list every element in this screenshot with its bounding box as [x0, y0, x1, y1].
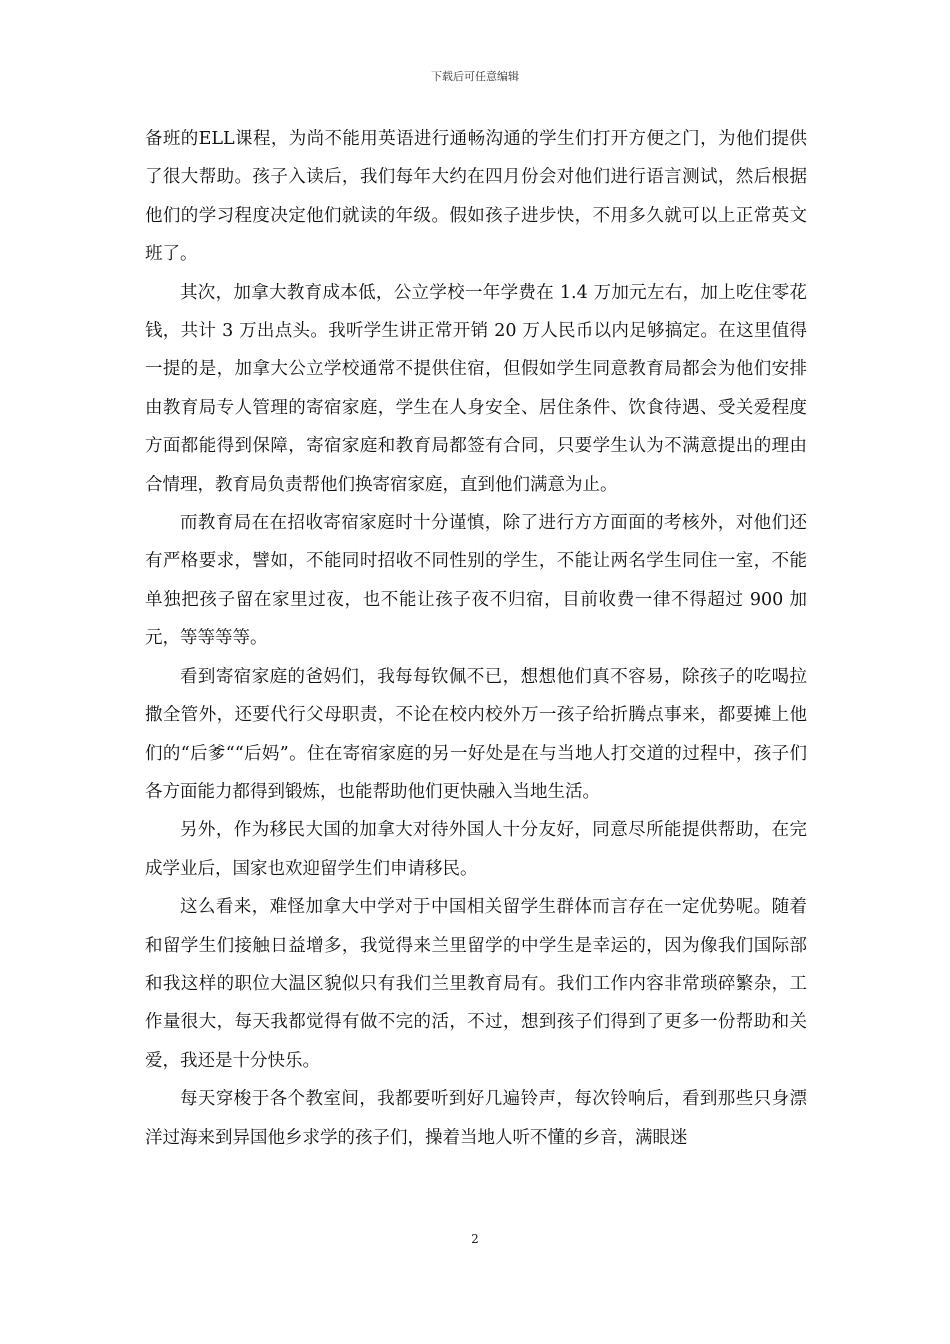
paragraph-6: 这么看来，难怪加拿大中学对于中国相关留学生群体而言存在一定优势呢。随着和留学生们接触日益增多，我觉得来兰里留学的中学生是幸运的，因为像我们国际部和我这样的职位大温区貌似只有我们兰里教育局有。我们工作内容非常琐碎繁杂，工作量很大，每天我都觉得有做不完的活，不过，想到孩子们得到了更多一份帮助和关爱，我还是十分快乐。	[145, 897, 807, 1071]
page-header-note: 下载后可任意编辑	[431, 70, 519, 83]
paragraph-1: 备班的ELL课程，为尚不能用英语进行通畅沟通的学生们打开方便之门，为他们提供了很大帮助。孩子入读后，我们每年大约在四月份会对他们进行语言测试，然后根据他们的学习程度决定他们就读的年级。假如孩子进步快，不用多久就可以上正常英文班了。	[145, 129, 807, 265]
paragraph-7: 每天穿梭于各个教室间，我都要听到好几遍铃声，每次铃响后，看到那些只身漂洋过海来到异国他乡求学的孩子们，操着当地人听不懂的乡音，满眼迷	[145, 1089, 807, 1148]
paragraph-3: 而教育局在在招收寄宿家庭时十分谨慎，除了进行方方面面的考核外，对他们还有严格要求，譬如，不能同时招收不同性别的学生，不能让两名学生同住一室，不能单独把孩子留在家里过夜，也不能让孩子夜不归宿，目前收费一律不得超过 900 加元，等等等等。	[145, 513, 807, 649]
paragraph-5: 另外，作为移民大国的加拿大对待外国人十分友好，同意尽所能提供帮助，在完成学业后，国家也欢迎留学生们申请移民。	[145, 820, 807, 879]
paragraph-4: 看到寄宿家庭的爸妈们，我每每钦佩不已，想想他们真不容易，除孩子的吃喝拉撒全管外，还要代行父母职责，不论在校内校外万一孩子给折腾点事来，都要摊上他们的“后爹““后妈”。住在寄宿家庭的另一好处是在与当地人打交道的过程中，孩子们各方面能力都得到锻炼，也能帮助他们更快融入当地生活。	[145, 666, 807, 802]
paragraph-2: 其次，加拿大教育成本低，公立学校一年学费在 1.4 万加元左右，加上吃住零花钱，共计 3 万出点头。我听学生讲正常开销 20 万人民币以内足够搞定。在这里值得一提的是，加拿大公立学校通常不提供住宿，但假如学生同意教育局都会为他们安排由教育局专人管理的寄宿家庭，学生在人身安全、居住条件、饮食待遇、受关爱程度方面都能得到保障，寄宿家庭和教育局都签有合同，只要学生认为不满意提出的理由合情理，教育局负责帮他们换寄宿家庭，直到他们满意为止。	[145, 282, 807, 495]
page-number: 2	[471, 1232, 479, 1246]
body-text	[145, 120, 807, 1157]
